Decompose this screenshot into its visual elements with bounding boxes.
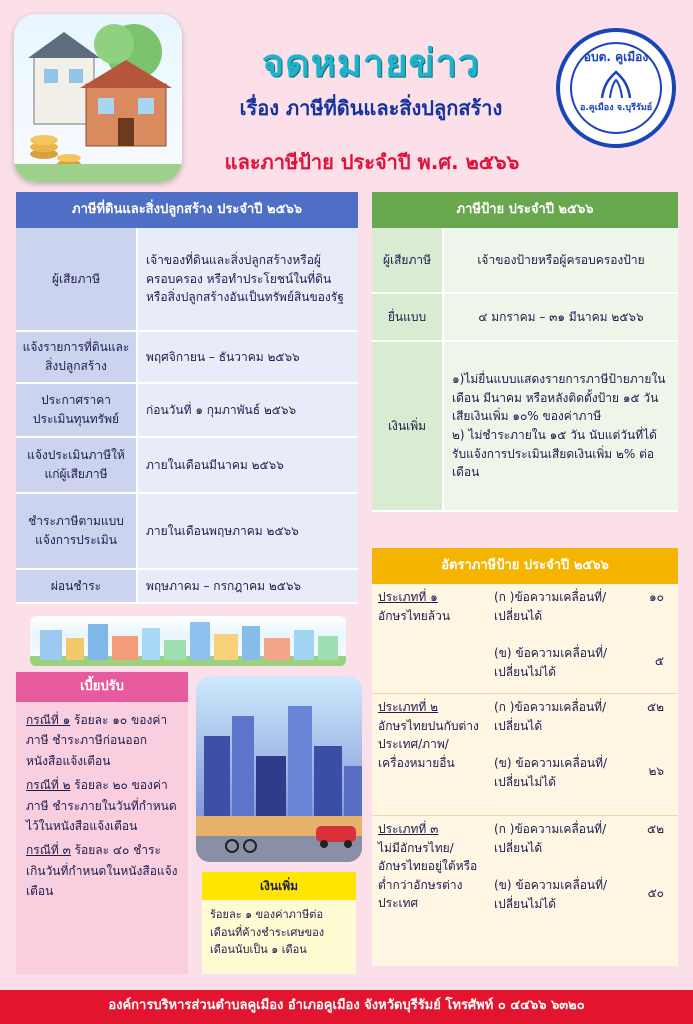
page-subtitle-line2: และภาษีป้าย ประจำปี พ.ศ. ๒๕๖๖ [224, 150, 520, 174]
row-label: ประกาศราคาประเมินทุนทรัพย์ [16, 384, 138, 438]
table-row [16, 438, 358, 494]
rate-type-name: ประเภทที่ ๒ [378, 700, 439, 714]
rate-type-cell [372, 694, 488, 816]
rate-item-text: (ข) ข้อความเคลื่อนที่/เปลี่ยนไม่ได้ [488, 750, 626, 816]
sign-rate-section [372, 548, 678, 966]
land-tax-table [16, 228, 358, 604]
rate-item-text: (ข) ข้อความเคลื่อนที่/เปลี่ยนไม่ได้ [488, 872, 626, 966]
fines-body [16, 702, 188, 974]
row-value: พฤษภาคม – กรกฎาคม ๒๕๖๖ [138, 570, 358, 604]
table-row [16, 384, 358, 438]
hands-emblem-icon [598, 68, 634, 102]
rate-item-value: ๒๖ [626, 750, 678, 816]
seal-text-top: อบต. คูเมือง [583, 50, 649, 64]
fine-item [26, 775, 178, 836]
rate-item-value: ๕๒ [626, 694, 678, 750]
sign-tax-heading: ภาษีป้าย ประจำปี ๒๕๖๖ [372, 192, 678, 228]
row-label: แจ้งประเมินภาษีให้แก่ผู้เสียภาษี [16, 438, 138, 494]
surcharge-rule-2: ๒) ไม่ชำระภายใน ๑๕ วัน นับแต่วันที่ได้รับแจ้งการประเมินเสียดเงินเพิ่ม ๒% ต่อเดือน [452, 428, 657, 480]
sign-tax-table [372, 228, 678, 512]
table-row [16, 494, 358, 570]
row-value: ก่อนวันที่ ๑ กุมภาพันธ์ ๒๕๖๖ [138, 384, 358, 438]
fine-case-text: ร้อยละ ๔๐ ชำระเกินวันที่กำหนดในหนังสือแจ้งเตือน [26, 843, 178, 899]
row-label: ยื่นแบบ [372, 294, 444, 342]
row-value: ๔ มกราคม – ๓๑ มีนาคม ๒๕๖๖ [444, 294, 678, 342]
row-label: แจ้งรายการที่ดินและสิ่งปลูกสร้าง [16, 332, 138, 384]
city-buildings-illustration [196, 676, 362, 862]
sign-rate-table [372, 584, 678, 966]
table-row [372, 294, 678, 342]
seal-text-bottom: อ.คูเมือง จ.บุรีรัมย์ [579, 103, 653, 113]
page-subtitle-line1: เรื่อง ภาษีที่ดินและสิ่งปลูกสร้าง [239, 96, 503, 120]
rate-type-desc: อักษรไทยล้วน [378, 608, 451, 623]
row-value: เจ้าของป้ายหรือผู้ครอบครองป้าย [444, 228, 678, 294]
rate-item-text: (ข) ข้อความเคลื่อนที่/เปลี่ยนไม่ได้ [488, 640, 626, 694]
fine-item [26, 840, 178, 901]
row-label: ผู้เสียภาษี [372, 228, 444, 294]
land-tax-heading: ภาษีที่ดินและสิ่งปลูกสร้าง ประจำปี ๒๕๖๖ [16, 192, 358, 228]
rate-item-value: ๕๐ [626, 872, 678, 966]
houses-illustration [14, 14, 182, 182]
table-row [372, 228, 678, 294]
table-row [372, 694, 678, 750]
rate-type-name: ประเภทที่ ๓ [378, 822, 439, 836]
land-tax-section [16, 192, 358, 604]
rate-item-value: ๕ [626, 640, 678, 694]
rate-type-cell [372, 816, 488, 966]
row-value: ภายในเดือนพฤษภาคม ๒๕๖๖ [138, 494, 358, 570]
footer-contact: องค์การบริหารส่วนตำบลคูเมือง อำเภอคูเมือง จังหวัดบุรีรัมย์ โทรศัพท์ ๐ ๔๔๖๖ ๖๓๒๐ [0, 990, 693, 1024]
table-row [372, 816, 678, 872]
row-value: พฤศจิกายน – ธันวาคม ๒๕๖๖ [138, 332, 358, 384]
row-label: เงินเพิ่ม [372, 342, 444, 512]
surcharge-heading: เงินเพิ่ม [202, 872, 356, 900]
surcharge-rule-1: ๑)ไม่ยื่นแบบแสดงรายการภาษีป้ายภายในเดือน มีนาคม หรือหลังติดตั้งป้าย ๑๕ วัน เสียเงินเพิ่ม ๑๐% ของค่าภาษี [452, 372, 666, 424]
row-label: ผู้เสียภาษี [16, 228, 138, 332]
table-row [16, 570, 358, 604]
rate-item-value: ๑๐ [626, 584, 678, 640]
city-skyline-illustration [30, 616, 346, 666]
surcharge-section [202, 872, 356, 974]
sign-tax-section [372, 192, 678, 512]
organization-seal-logo [556, 28, 676, 148]
fine-case-label: กรณีที่ ๒ [26, 778, 71, 793]
page-title: จดหมายข่าว [261, 41, 481, 85]
rate-item-text: (ก )ข้อความเคลื่อนที่/เปลี่ยนได้ [488, 584, 626, 640]
table-row [16, 332, 358, 384]
fines-heading: เบี้ยปรับ [16, 672, 188, 702]
fines-section [16, 672, 188, 974]
rate-type-name: ประเภทที่ ๑ [378, 590, 438, 604]
rate-type-desc: ไม่มีอักษรไทย/อักษรไทยอยู่ใต้หรือต่ำกว่าอักษรต่างประเทศ [378, 840, 478, 911]
sign-rate-heading: อัตราภาษีป้าย ประจำปี ๒๕๖๖ [372, 548, 678, 584]
fine-case-label: กรณีที่ ๓ [26, 843, 71, 858]
table-row [372, 584, 678, 640]
table-row [372, 342, 678, 512]
row-label: ชำระภาษีตามแบบแจ้งการประเมิน [16, 494, 138, 570]
fine-case-text: ร้อยละ ๑๐ ของค่าภาษี ชำระภาษีก่อนออกหนังสือแจ้งเตือน [26, 713, 168, 768]
row-label: ผ่อนชำระ [16, 570, 138, 604]
rate-type-cell [372, 584, 488, 694]
table-row [16, 228, 358, 332]
fine-item [26, 710, 178, 771]
surcharge-body: ร้อยละ ๑ ของค่าภาษีต่อเดือนที่ค้างชำระเศษของเดือนนับเป็น ๑ เดือน [202, 900, 356, 974]
rate-type-desc: อักษรไทยปนกับต่างประเทศ/ภาพ/เครื่องหมายอื่น [378, 718, 479, 770]
row-value: ภายในเดือนมีนาคม ๒๕๖๖ [138, 438, 358, 494]
rate-item-value: ๕๒ [626, 816, 678, 872]
fine-case-label: กรณีที่ ๑ [26, 713, 71, 727]
row-value [444, 342, 678, 512]
fine-case-text: ร้อยละ ๒๐ ของค่าภาษี ชำระภายในวันที่กำหนดไว้ในหนังสือแจ้งเตือน [26, 778, 177, 833]
row-value: เจ้าของที่ดินและสิ่งปลูกสร้างหรือผู้ครอบครอง หรือทำประโยชน์ในที่ดิน หรือสิ่งปลูกสร้างอันเป็นทรัพย์สินของรัฐ [138, 228, 358, 332]
rate-item-text: (ก )ข้อความเคลื่อนที่/เปลี่ยนได้ [488, 816, 626, 872]
rate-item-text: (ก )ข้อความเคลื่อนที่/เปลี่ยนได้ [488, 694, 626, 750]
